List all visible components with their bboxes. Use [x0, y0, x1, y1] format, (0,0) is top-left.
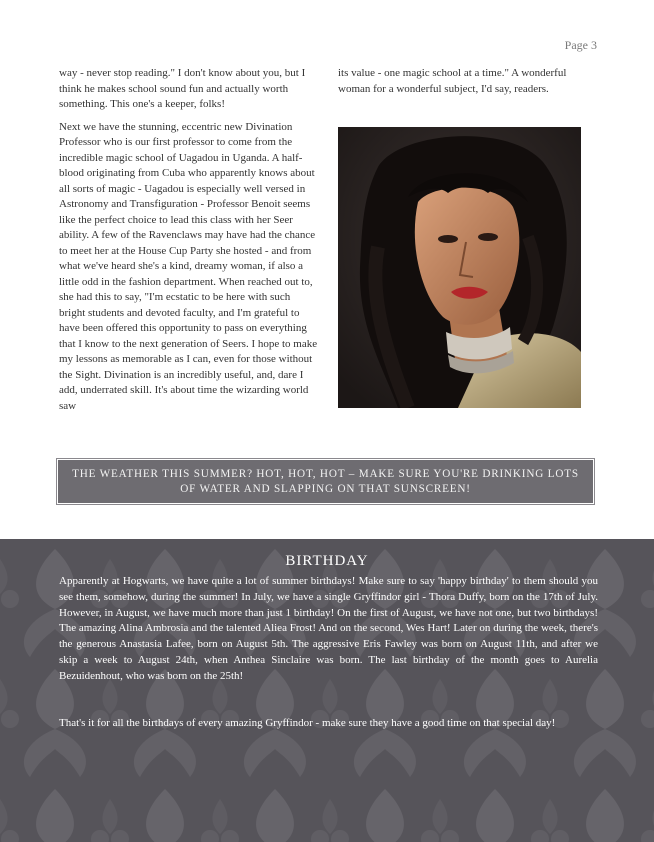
article-paragraph: its value - one magic school at a time." A wonderful woman for a wonderful subject, I'd say, readers. — [338, 67, 567, 95]
page-number: Page 3 — [564, 38, 597, 52]
article-paragraph: way - never stop reading." I don't know about you, but I think he makes school sound fun and actually worth something. This one's a keeper, folks! — [59, 67, 306, 110]
weather-banner-text: THE WEATHER THIS SUMMER? HOT, HOT, HOT – MAKE SURE YOU'RE DRINKING LOTS OF WATER AND SLAPPING ON THAT SUNSCREEN! — [72, 467, 579, 495]
birthday-heading: BIRTHDAY — [285, 553, 369, 569]
birthday-paragraph: That's it for all the birthdays of every amazing Gryffindor - make sure they have a good time on that special day! — [59, 716, 556, 729]
article-column-left — [59, 66, 318, 438]
article-column-right — [338, 66, 600, 104]
article-paragraph: Next we have the stunning, eccentric new Divination Professor who is our first professor to come from the incredible magic school of Uagadou in Uganda. A half-blood originating from Cuba who apparently knows about all sorts of magic - Uagadou is especially well versed in Astronomy and Transfiguration - Professor Benoit seems like the perfect choice to lead this class with her Seer ability. A few of the Ravenclaws may have had the chance to meet her at the House Cup Party she hosted - and from what we've heard she's a kind, dreamy woman, if also a little odd in the fashion department. When reached out to, she had this to say, "I'm ecstatic to be here with such bright students and devoted faculty, and I'm grateful to have been offered this opportunity to pass on everything that I know to the next generation of Seers. I hope to make my lessons as memorable as I can, even for those without the Sight. Divination is an incredibly useful, and, dare I add, underrated skill. It's about time the wizarding world saw — [59, 120, 318, 412]
weather-banner — [57, 459, 594, 504]
professor-portrait — [338, 127, 581, 408]
birthday-text — [59, 574, 598, 762]
birthday-paragraph: Apparently at Hogwarts, we have quite a lot of summer birthdays! Make sure to say 'happy birthday' to them should you see them, somehow, during the summer! In July, we have a single Gryffindor girl - Thora Duffy, born on the 17th of July. However, in August, we have much more than just 1 birthday! On the first of August, we have not one, but two birthdays! The amazing Alina Ambrosia and the talented Aliea Frost! And on the second, Wes Hart! Later on during the week, there's the generous Anastasia Lafee, born on August 5th. The aggressive Eris Fawley was born on August 11th, and after we skip a week to August 24th, when Anthea Sinclaire was born. The last birthday of the month goes to Aurelia Bezuidenhout, who was born on the 25th! — [59, 575, 598, 682]
birthday-section — [0, 539, 654, 842]
